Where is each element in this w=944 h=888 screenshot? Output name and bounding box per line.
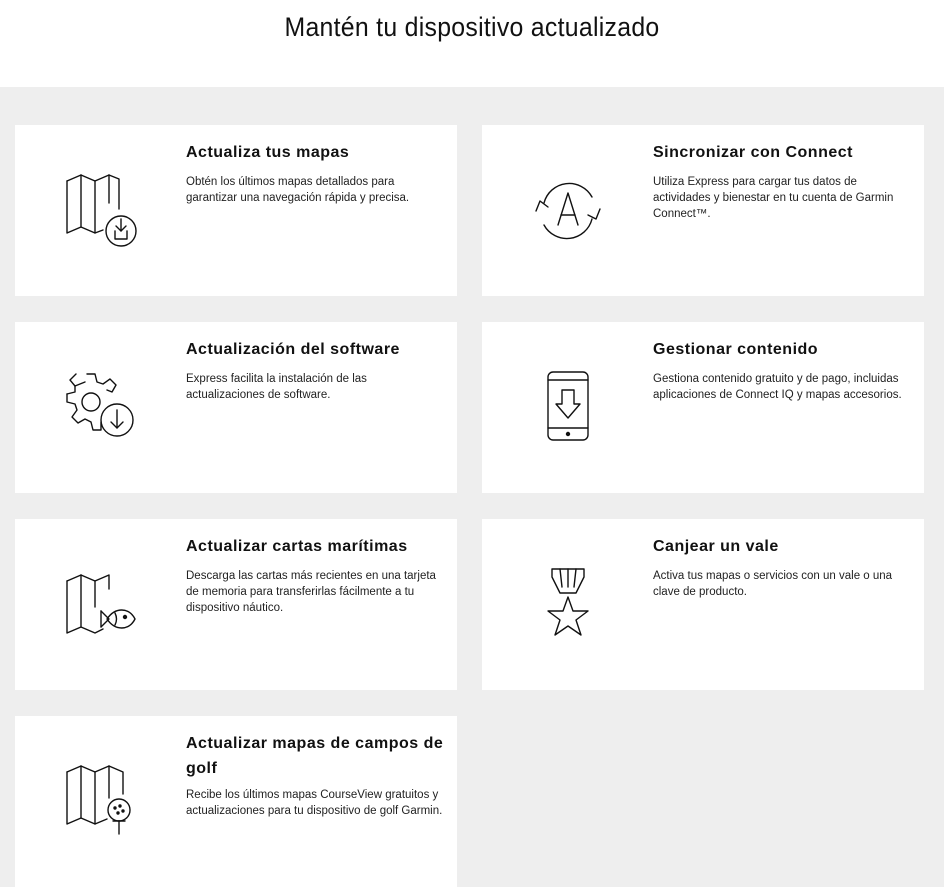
medal-star-icon <box>530 567 606 643</box>
card-description: Gestiona contenido gratuito y de pago, incluidas aplicaciones de Connect IQ y mapas accesorios. <box>653 373 902 401</box>
card-title: Actualizar cartas marítimas <box>186 538 408 555</box>
card-sync-connect[interactable] <box>482 125 924 296</box>
page-title: Mantén tu dispositivo actualizado <box>284 12 660 42</box>
card-title: Canjear un vale <box>653 538 779 555</box>
card-description: Descarga las cartas más recientes en una tarjeta de memoria para transferirlas fácilmente a tu dispositivo náutico. <box>186 570 436 614</box>
map-golf-icon <box>63 764 139 840</box>
map-fish-icon <box>63 567 139 643</box>
card-golf-maps[interactable] <box>15 716 457 888</box>
page-header <box>0 0 944 87</box>
card-title: Actualiza tus mapas <box>186 144 350 161</box>
phone-download-icon <box>530 370 606 446</box>
card-update-maps[interactable] <box>15 125 457 296</box>
cards-grid <box>0 87 944 887</box>
card-description: Activa tus mapas o servicios con un vale o una clave de producto. <box>653 570 893 598</box>
card-description: Express facilita la instalación de las actualizaciones de software. <box>186 373 367 401</box>
gear-download-icon <box>63 370 139 446</box>
sync-icon <box>530 173 606 249</box>
map-download-icon <box>63 173 139 249</box>
card-redeem-voucher[interactable] <box>482 519 924 690</box>
card-manage-content[interactable] <box>482 322 924 493</box>
card-title: Actualizar mapas de campos de golf <box>186 735 444 777</box>
card-marine-charts[interactable] <box>15 519 457 690</box>
card-title: Gestionar contenido <box>653 341 819 358</box>
card-description: Recibe los últimos mapas CourseView gratuitos y actualizaciones para tu dispositivo de golf Garmin. <box>186 789 443 817</box>
card-title: Sincronizar con Connect <box>653 144 853 161</box>
card-software-update[interactable] <box>15 322 457 493</box>
card-description: Obtén los últimos mapas detallados para garantizar una navegación rápida y precisa. <box>186 176 410 204</box>
card-description: Utiliza Express para cargar tus datos de actividades y bienestar en tu cuenta de Garmin Connect™. <box>653 176 894 220</box>
card-title: Actualización del software <box>186 341 400 358</box>
